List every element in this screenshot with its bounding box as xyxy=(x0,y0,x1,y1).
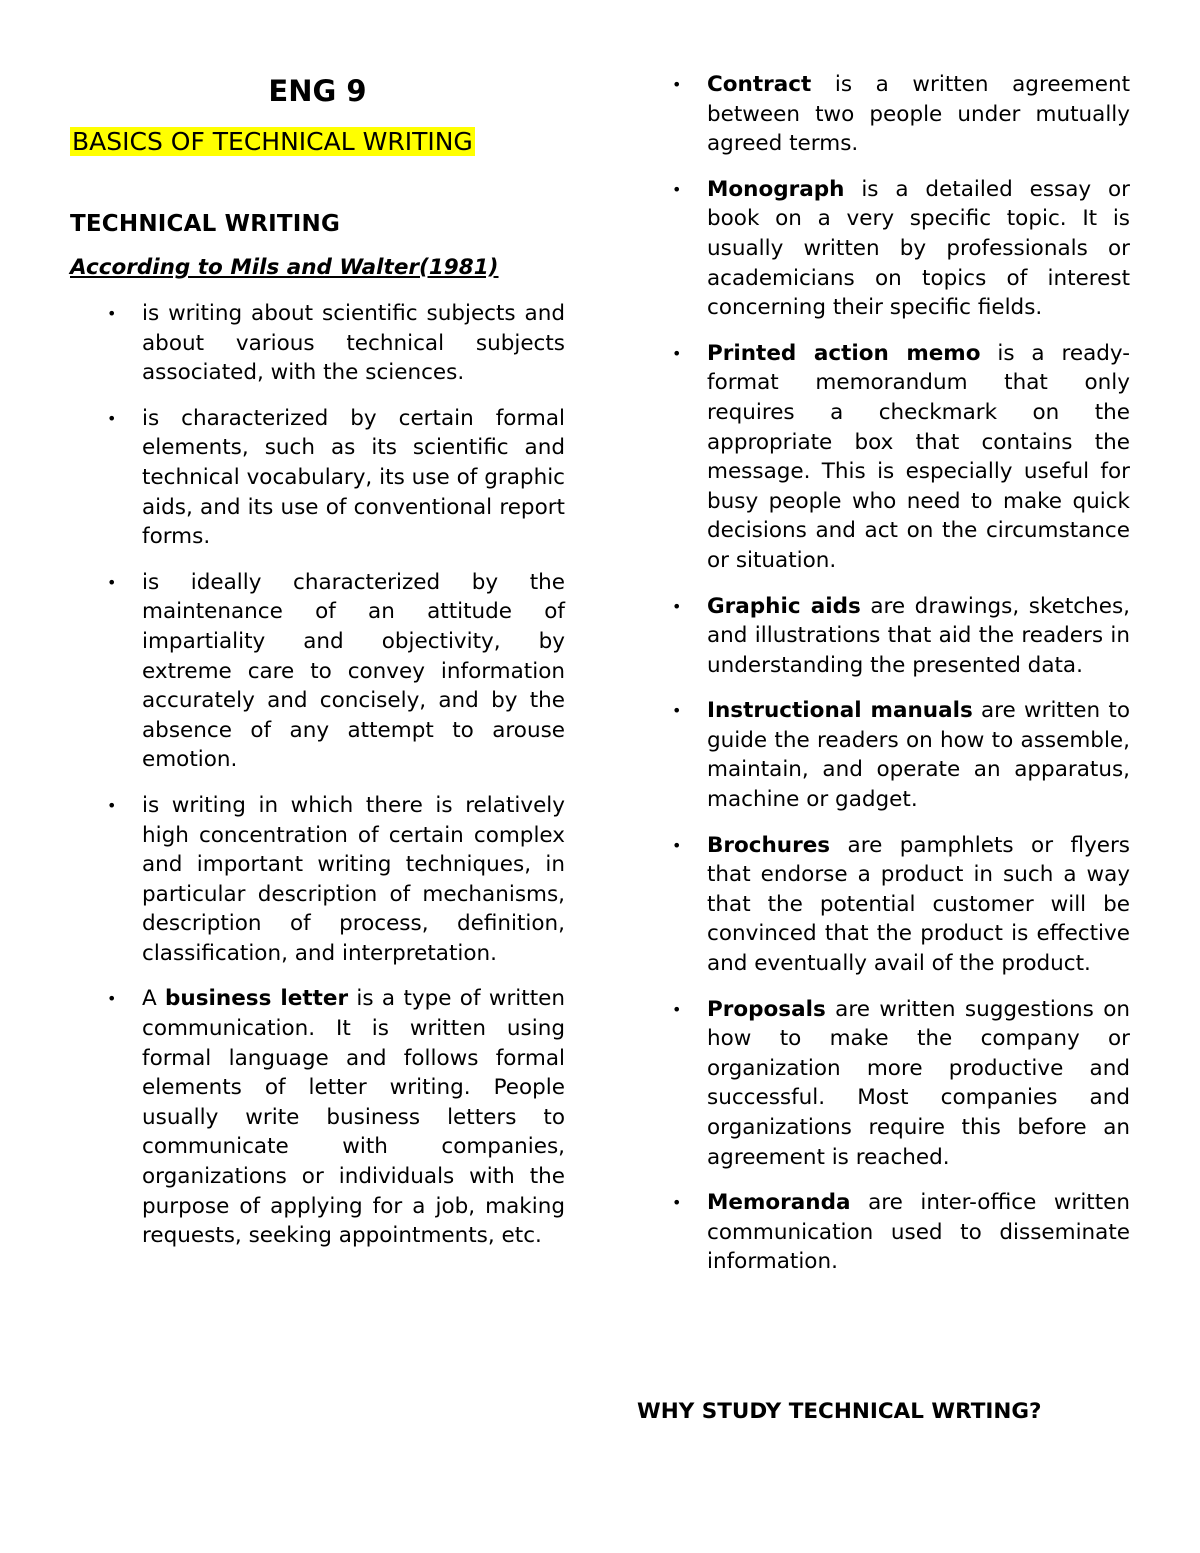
list-item-text: are inter-office written communication used to disseminate information. xyxy=(707,1190,1130,1275)
list-item xyxy=(70,299,565,388)
bullet-icon: • xyxy=(672,1193,682,1213)
list-item xyxy=(70,404,565,552)
list-item-text: are written suggestions on how to make the company or organization more productive and successful. Most companies and organizations require this before an agreement is reached. xyxy=(707,996,1130,1170)
bullet-icon: • xyxy=(107,408,117,428)
list-item xyxy=(635,175,1130,323)
document-subtitle xyxy=(70,125,565,159)
bullet-icon: • xyxy=(107,304,117,323)
right-bullet-list xyxy=(635,70,1130,1277)
bullet-icon: • xyxy=(672,999,682,1019)
list-item xyxy=(70,791,565,969)
term-monograph: Monograph xyxy=(707,176,845,202)
bullet-icon: • xyxy=(107,572,117,592)
term-instructional-manuals: Instructional manuals xyxy=(707,698,973,724)
bullet-icon: • xyxy=(107,795,117,815)
list-item xyxy=(635,995,1130,1173)
list-item xyxy=(70,984,565,1250)
bullet-icon: • xyxy=(672,75,682,94)
term-business-letter: business letter xyxy=(165,986,349,1012)
term-brochures: Brochures xyxy=(707,832,831,858)
term-contract: Contract xyxy=(707,72,812,97)
list-item-text: is ideally characterized by the maintenance of an attitude of impartiality and objectivity, by extreme care to convey information accurately and concisely, and by the absence of any attempt to arouse emotion. xyxy=(142,569,565,773)
bullet-icon: • xyxy=(107,989,117,1009)
bullet-icon: • xyxy=(672,701,682,721)
highlighted-subtitle: BASICS OF TECHNICAL WRITING xyxy=(72,127,473,156)
list-item-text: is a detailed essay or book on a very specific topic. It is usually written by professionals or academicians on topics of interest concerning their specific fields. xyxy=(707,176,1130,321)
list-item-text: is writing about scientific subjects and about various technical subjects associated, with the sciences. xyxy=(142,301,565,386)
list-item xyxy=(635,339,1130,576)
list-item-text: is a ready-format memorandum that only requires a checkmark on the appropriate box that contains the message. This is especially useful for busy people who need to make quick decisions and act on the circumstance or situation. xyxy=(707,340,1130,573)
left-column xyxy=(70,70,565,1251)
list-item-text: is a type of written communication. It is written using formal language and follows formal elements of letter writing. People usually write business letters to communicate with companies, organizations or individuals with the purpose of applying for a job, making requests, seeking appointments, etc. xyxy=(142,986,565,1249)
bullet-icon: • xyxy=(672,343,682,363)
bullet-icon: • xyxy=(672,596,682,616)
section-heading: TECHNICAL WRITING xyxy=(70,211,341,237)
list-item-text: are drawings, sketches, and illustrations that aid the readers in understanding the presented data. xyxy=(707,593,1130,678)
term-proposals: Proposals xyxy=(707,996,826,1022)
term-memoranda: Memoranda xyxy=(707,1190,851,1216)
list-item xyxy=(635,1188,1130,1277)
document-title: ENG 9 xyxy=(268,74,367,108)
list-item-prefix: A xyxy=(142,986,166,1012)
list-item-text: are pamphlets or flyers that endorse a product in such a way that the potential customer will be convinced that the product is effective and eventually avail of the product. xyxy=(707,832,1130,977)
list-item-text: is writing in which there is relatively high concentration of certain complex and important writing techniques, in particular description of mechanisms, description of process, definition, classification, and interpretation. xyxy=(142,792,565,966)
why-study-heading: WHY STUDY TECHNICAL WRTING? xyxy=(637,1399,1042,1424)
list-item xyxy=(635,70,1130,159)
term-graphic-aids: Graphic aids xyxy=(707,593,861,619)
right-column xyxy=(635,70,1130,1277)
list-item xyxy=(635,696,1130,814)
list-item-text: is a written agreement between two people under mutually agreed terms. xyxy=(707,72,1130,157)
term-printed-action-memo: Printed action memo xyxy=(707,340,981,366)
list-item xyxy=(635,592,1130,681)
bullet-icon: • xyxy=(672,179,682,199)
list-item-text: are written to guide the readers on how to assemble, maintain, and operate an apparatus, machine or gadget. xyxy=(707,698,1130,813)
left-bullet-list xyxy=(70,299,565,1251)
list-item-text: is characterized by certain formal elements, such as its scientific and technical vocabulary, its use of graphic aids, and its use of conventional report forms. xyxy=(142,405,565,550)
source-citation: According to Mils and Walter(1981) xyxy=(70,255,499,280)
list-item xyxy=(70,568,565,775)
list-item xyxy=(635,831,1130,979)
bullet-icon: • xyxy=(672,835,682,855)
